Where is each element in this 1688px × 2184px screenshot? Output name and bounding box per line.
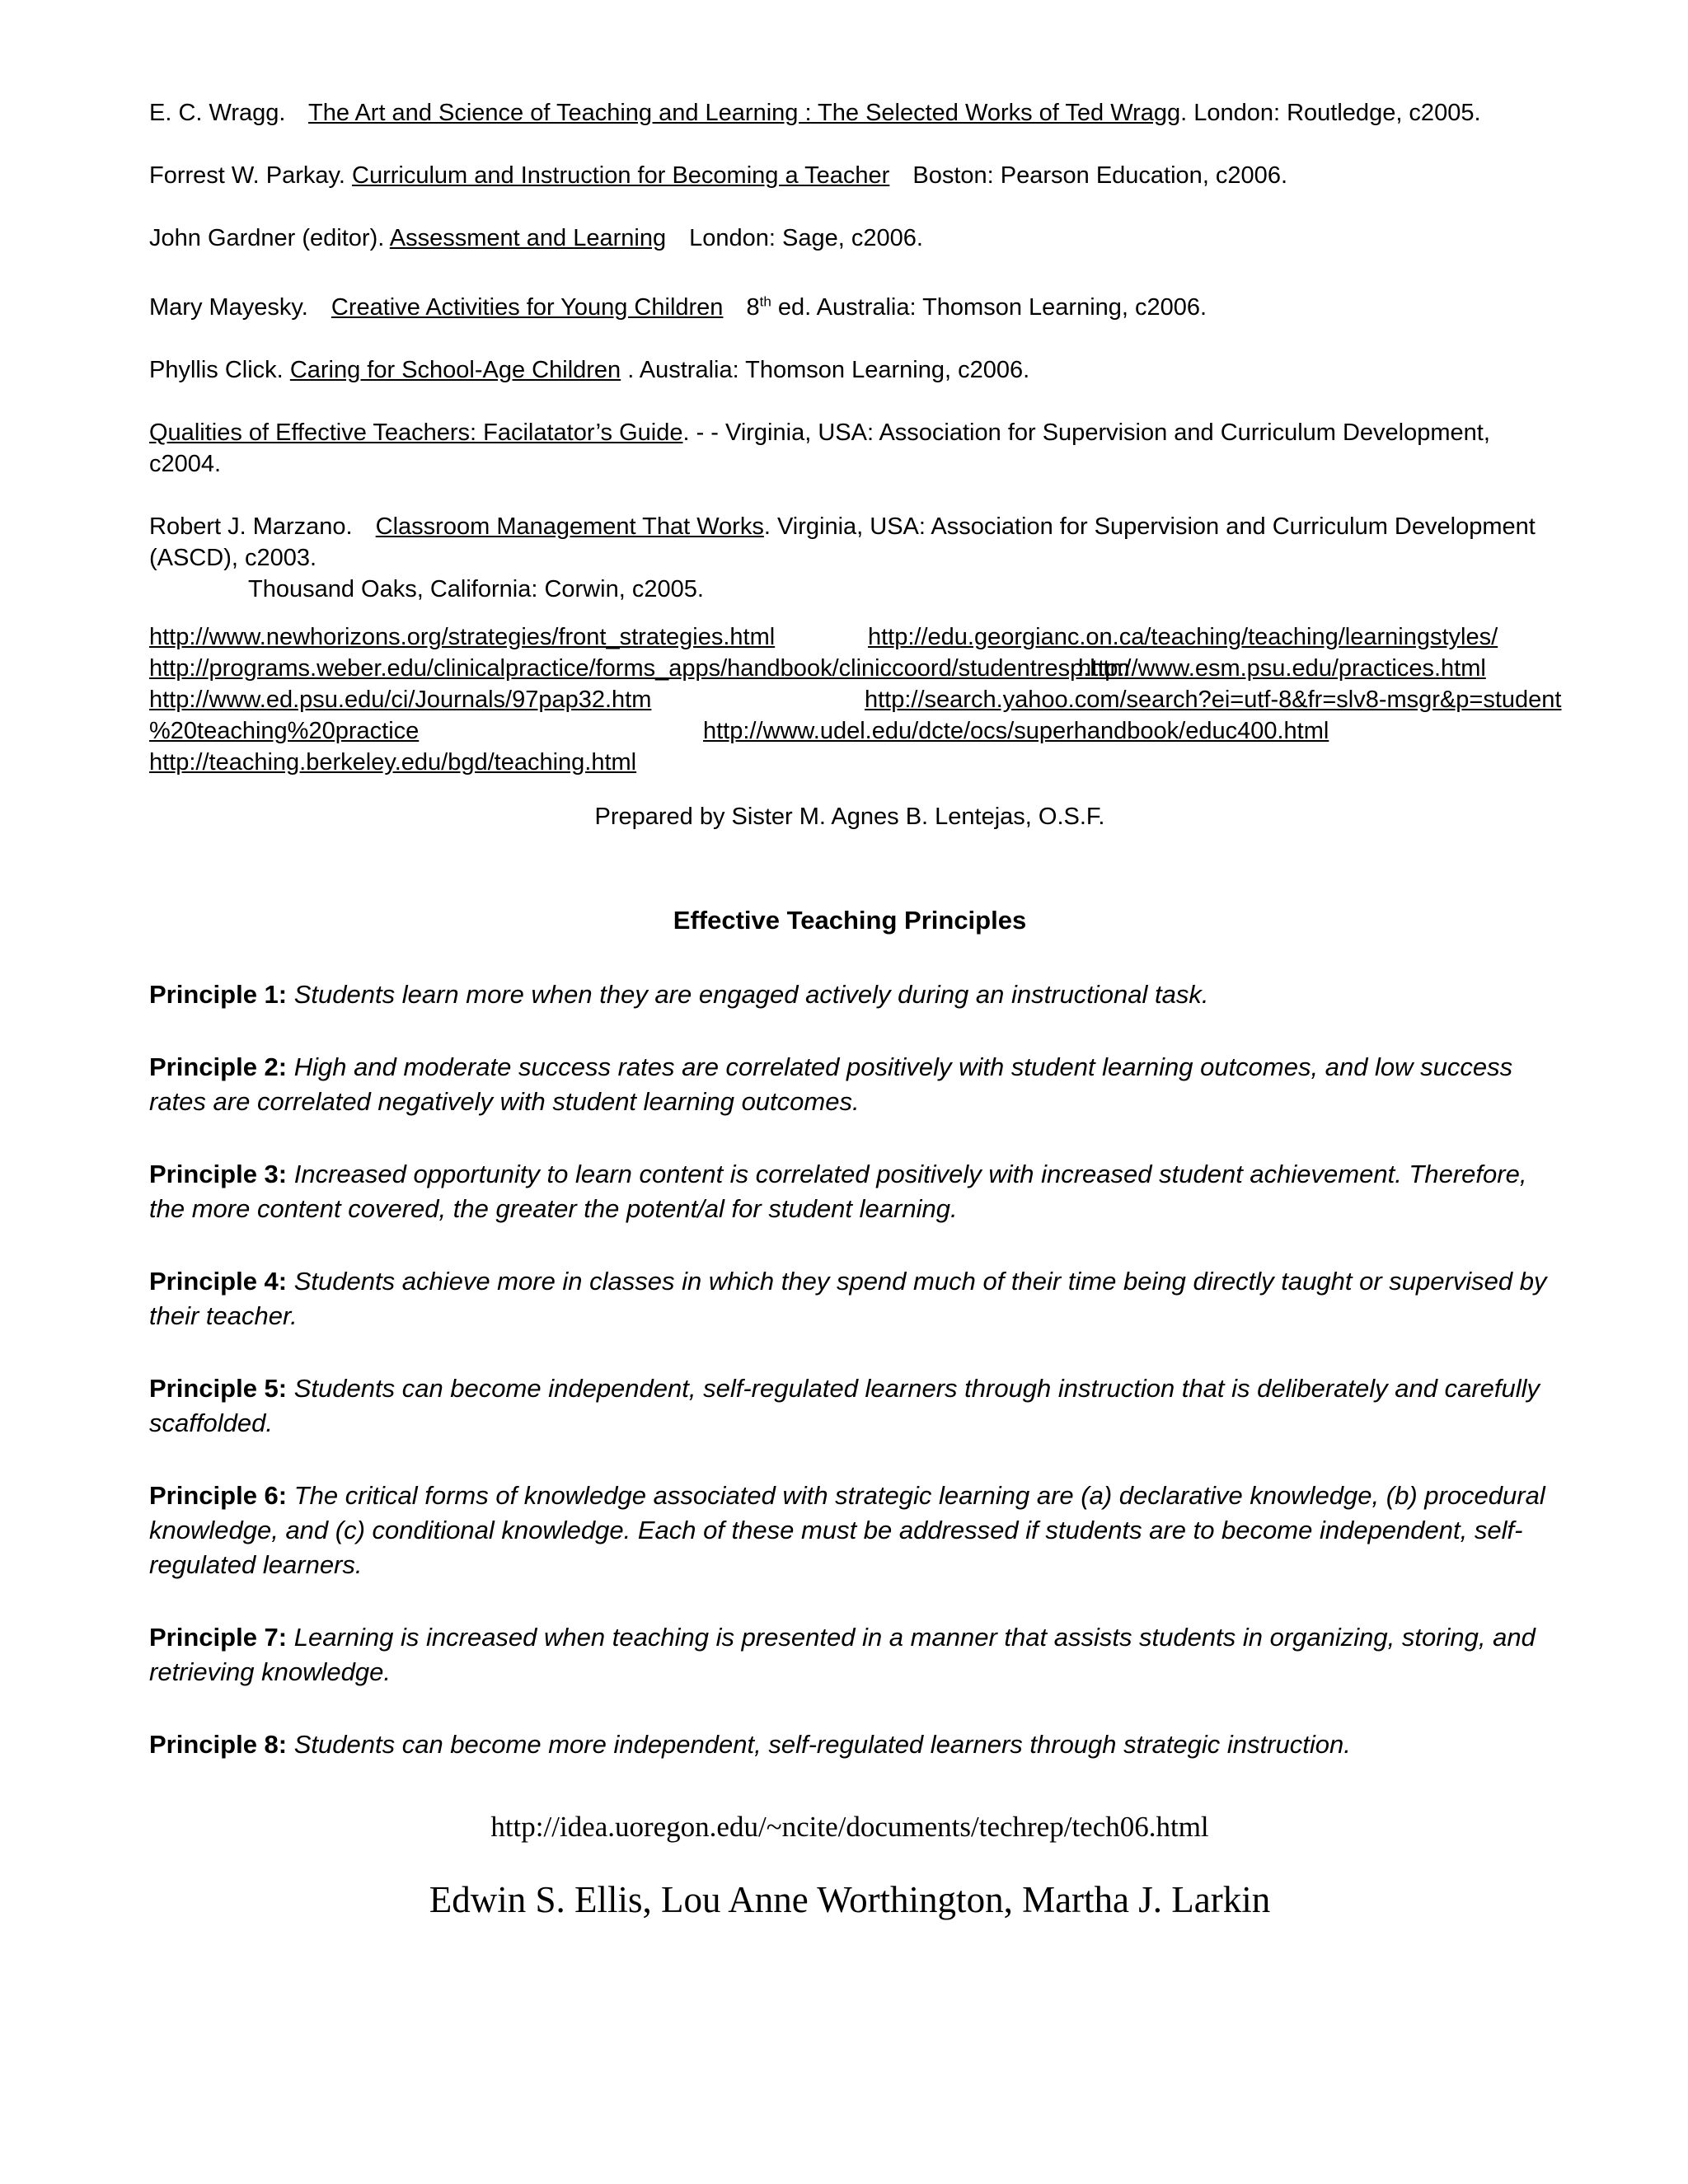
links-block: [149, 621, 1562, 778]
reference-author: Phyllis Click.: [149, 357, 284, 383]
principle-text: Students learn more when they are engaged actively during an instructional task.: [293, 980, 1209, 1009]
principle-label: Principle 7:: [149, 1623, 288, 1652]
reference-edition: 8th: [746, 293, 771, 321]
link-georgianc[interactable]: http://edu.georgianc.on.ca/teaching/teaching/learningstyles/: [868, 624, 1498, 650]
reference-publisher: . - - Virginia, USA: Association for Supervision and Curriculum Development, c2004.: [149, 419, 1490, 477]
principle-label: Principle 8:: [149, 1730, 288, 1759]
principle-item: [149, 977, 1550, 1012]
principle-text: Students achieve more in classes in which they spend much of their time being directly taught or supervised by their teacher.: [149, 1267, 1547, 1330]
reference-publisher: . Australia: Thomson Learning, c2006.: [621, 357, 1030, 383]
document-page: [149, 97, 1562, 1920]
link-weber[interactable]: http://programs.weber.edu/clinicalpractice/forms_apps/handbook/cliniccoord/studentresp.htm: [149, 655, 1130, 682]
link-ed-psu[interactable]: http://www.ed.psu.edu/ci/Journals/97pap32.htm: [149, 687, 652, 713]
reference-publisher: ed. Australia: Thomson Learning, c2006.: [777, 294, 1207, 321]
principle-item: [149, 1479, 1550, 1582]
reference-publisher: London: Sage, c2006.: [689, 225, 923, 251]
reference-title: The Art and Science of Teaching and Learning : The Selected Works of Ted Wragg: [308, 100, 1181, 126]
principle-item: [149, 1157, 1550, 1226]
source-authors: Edwin S. Ellis, Lou Anne Worthington, Martha J. Larkin: [429, 1879, 1271, 1920]
principles-list: [149, 977, 1550, 1800]
principle-label: Principle 6:: [149, 1481, 288, 1510]
reference-item: [149, 511, 1550, 605]
reference-author: Forrest W. Parkay.: [149, 162, 345, 189]
link-esm-psu[interactable]: http://www.esm.psu.edu/practices.html: [1078, 655, 1486, 682]
principle-text: Increased opportunity to learn content is correlated positively with increased student achievement. Therefore, the more content covered, the greater the potent/al for student learning.: [149, 1160, 1527, 1223]
principle-text: High and moderate success rates are correlated positively with student learning outcomes, and low success rates are correlated negatively with student learning outcomes.: [149, 1052, 1513, 1116]
principle-label: Principle 3:: [149, 1160, 288, 1188]
reference-item: [149, 292, 1550, 323]
principle-label: Principle 1:: [149, 980, 288, 1009]
reference-item: [149, 97, 1550, 129]
principle-item: [149, 1620, 1550, 1690]
principle-item: [149, 1371, 1550, 1441]
reference-title: Caring for School-Age Children: [289, 357, 621, 383]
principle-label: Principle 4:: [149, 1267, 288, 1296]
principle-item: [149, 1050, 1550, 1119]
reference-item: [149, 160, 1550, 191]
reference-publisher: . Virginia, USA: Association for Supervision and Curriculum Development (ASCD), c2003.: [149, 513, 1536, 571]
principle-text: Learning is increased when teaching is presented in a manner that assists students in organizing, storing, and retrieving knowledge.: [149, 1623, 1536, 1686]
principle-item: [149, 1264, 1550, 1333]
source-url: http://idea.uoregon.edu/~ncite/documents/techrep/tech06.html: [490, 1811, 1209, 1843]
reference-title: Classroom Management That Works: [375, 513, 764, 540]
reference-title: Assessment and Learning: [389, 225, 667, 251]
principle-item: [149, 1727, 1550, 1762]
link-newhorizons[interactable]: http://www.newhorizons.org/strategies/front_strategies.html: [149, 624, 776, 650]
principle-label: Principle 5:: [149, 1374, 288, 1403]
link-berkeley[interactable]: http://teaching.berkeley.edu/bgd/teaching.html: [149, 749, 637, 776]
reference-title: Curriculum and Instruction for Becoming a Teacher: [352, 162, 890, 189]
link-yahoo-search[interactable]: http://search.yahoo.com/search?ei=utf-8&fr=slv8-msgr&p=student: [865, 687, 1562, 713]
section-heading: Effective Teaching Principles: [673, 906, 1027, 935]
reference-item: [149, 417, 1550, 480]
references-list: [149, 97, 1550, 605]
principle-label: Principle 2:: [149, 1052, 288, 1081]
reference-item: [149, 354, 1550, 386]
reference-publisher: . London: Routledge, c2005.: [1180, 100, 1481, 126]
reference-author: John Gardner (editor).: [149, 225, 385, 251]
link-yahoo-search-continued[interactable]: %20teaching%20practice: [149, 718, 420, 744]
principle-text: Students can become independent, self-regulated learners through instruction that is deliberately and carefully scaffolded.: [149, 1374, 1540, 1437]
reference-item: [149, 223, 1550, 254]
reference-publisher: Boston: Pearson Education, c2006.: [912, 162, 1287, 189]
reference-title: Qualities of Effective Teachers: Facilatator’s Guide: [149, 419, 683, 446]
reference-author: E. C. Wragg.: [149, 100, 286, 126]
reference-author: Robert J. Marzano.: [149, 513, 353, 540]
principle-text: Students can become more independent, self-regulated learners through strategic instruction.: [293, 1730, 1351, 1759]
reference-author: Mary Mayesky.: [149, 294, 308, 321]
reference-extra-line: Thousand Oaks, California: Corwin, c2005.: [248, 576, 704, 602]
link-udel[interactable]: http://www.udel.edu/dcte/ocs/superhandbook/educ400.html: [703, 718, 1329, 744]
reference-title: Creative Activities for Young Children: [331, 294, 724, 321]
prepared-by: Prepared by Sister M. Agnes B. Lentejas, O.S.F.: [594, 804, 1105, 830]
principle-text: The critical forms of knowledge associated with strategic learning are (a) declarative knowledge, (b) procedural knowledge, and (c) conditional knowledge. Each of these must be addressed if students are to become independent, self-regulated learners.: [149, 1481, 1545, 1579]
